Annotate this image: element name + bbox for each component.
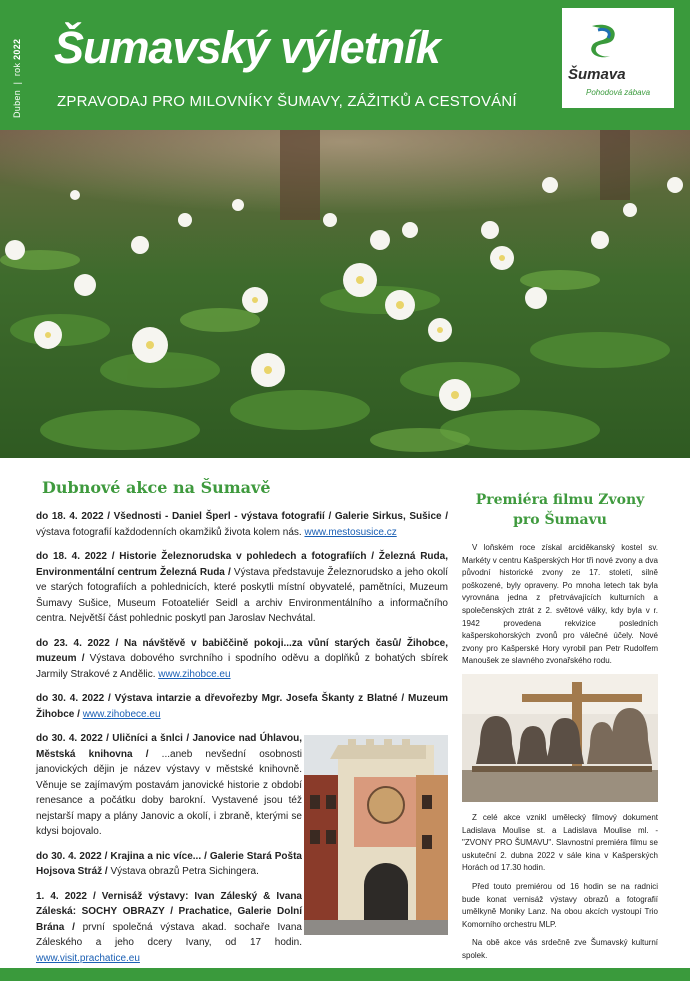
event-item [36, 731, 302, 840]
film-paragraph-1: V loňském roce získal arciděkanský kostel sv. Markéty v centru Kašperských Hor tři nové zvony a dva původní historické zvony ze 17. století, silně poškozené, byly opraveny. Po mnoha letech tak byla vyrovnána jedna z přetrvávajících kulturních a společenských ztrát z 2. světové války, kdy byla v r. 1942 provedena rekvizice posledních kašperskohorských zvonů pro válečné účely. Nové zvony pro Kašperské Hory vyrobil pan Petr Rudolfem Manoušek ze slavného zvonařského rodu. [462, 543, 658, 666]
event-description: Výstava představuje Železnorudsko a jeho okolí ve starých fotografiích a pohlednicích, které poskytli místní obyvatelé, pamětníci, Muzeum Šumavy Sušice, Museum Fotoateliér Seidl a archiv Environmentálního a informačního centra. Největší část pohlednic poskytl pan Jaroslav Nechvátal. [36, 566, 449, 624]
event-title: do 30. 4. 2022 / Krajina a nic více... / Galerie Stará Pošta Hojsova Stráž / [36, 850, 302, 877]
heading-line-1: Premiéra filmu Zvony [475, 492, 645, 508]
janovice-tower-photo [304, 735, 448, 935]
event-link[interactable]: www.visit.prachatice.eu [36, 952, 140, 964]
logo-tagline: Pohodová zábava [586, 88, 651, 97]
newsletter-title: Šumavský výletník [54, 22, 440, 73]
event-link[interactable]: www.mestosusice.cz [304, 526, 397, 538]
event-item [36, 849, 302, 880]
sumava-logo-icon [584, 20, 624, 60]
event-item [36, 636, 448, 683]
event-title: do 18. 4. 2022 / Historie Železnorudska v pohledech a fotografiích / Železná Ruda, Environmentální centrum Železná Ruda / [36, 551, 448, 578]
event-description: Výstava dobového svrchního i spodního oděvu a doplňků z bohatých sbírek Jarmily Strakové z Andělic. [36, 653, 448, 680]
sumava-logo [562, 8, 674, 108]
issue-year: 2022 [12, 38, 22, 60]
film-paragraph-2: Z celé akce vznikl umělecký filmový dokument Ladislava Moulise st. a Ladislava Moulise ml. - "ZVONY PRO ŠUMAVU". Slavnostní premiéra filmu se uskuteční 2. dubna 2022 v sále kina v Kašperských Horách od 17.30 hodin. [462, 812, 658, 873]
event-title: do 18. 4. 2022 / Všednosti - Daniel Šperl - výstava fotografií / Galerie Sirkus, Sušice / [36, 511, 448, 522]
event-link[interactable]: www.zihobce.eu [158, 668, 231, 680]
film-paragraph-4: Na obě akce vás srdečně zve Šumavský kulturní spolek. [462, 938, 658, 960]
event-item [36, 691, 448, 722]
town-gate-image [304, 735, 448, 935]
event-description: první společná výstava akad. sochaře Ivana Záleského a jeho dcery Ivany, od 17 hodin. [36, 921, 302, 948]
anemone-meadow-image [0, 130, 690, 458]
event-description: výstava fotografií každodenních okamžiků života kolem nás. [36, 526, 305, 538]
issue-month: Duben [12, 89, 22, 118]
event-item [36, 509, 448, 540]
film-premiere-heading [462, 490, 658, 530]
masthead [0, 0, 690, 130]
hero-photo-anemones [0, 130, 690, 458]
bells-photo [462, 674, 658, 802]
issue-year-label: rok [12, 62, 22, 77]
events-heading: Dubnové akce na Šumavě [42, 478, 271, 497]
event-title: do 30. 4. 2022 / Výstava intarzie a dřevořezby Mgr. Josefa Škanty z Blatné / Muzeum Žihobce / [36, 693, 448, 720]
event-link[interactable]: www.zihobece.eu [82, 708, 161, 720]
event-title: do 30. 4. 2022 / Uličníci a šnlci / Janovice nad Úhlavou, Městská knihovna / [36, 733, 302, 760]
church-bells-image [462, 674, 658, 802]
event-title: 1. 4. 2022 / Vernisáž výstavy: Ivan Záleský & Ivana Záleská: SOCHY OBRAZY / Prachatice, Galerie Dolní Brána / [36, 890, 302, 933]
event-title: do 23. 4. 2022 / Na návštěvě v babiččině pokoji...za vůní starých časů/ Žihobce, muzeum / [36, 637, 448, 664]
newsletter-subtitle: ZPRAVODAJ PRO MILOVNÍKY ŠUMAVY, ZÁŽITKŮ A CESTOVÁNÍ [57, 93, 517, 110]
event-description: ...aneb nevšední osobnosti janovických dějin je název výstavy v městské knihovně. Věnuje se zajímavým postavám janovické historie z období renesance a počátku doby barokní. Vystavené jsou též nejstarší mapy a plány Janovic a okolí, i zbraně, kterými se kdysi bojovalo. [36, 748, 303, 837]
footer-bar [0, 968, 690, 981]
film-premiere-column [462, 478, 658, 968]
issue-date: Duben | rok 2022 [12, 38, 22, 118]
event-item [36, 889, 302, 967]
heading-line-2: pro Šumavu [513, 512, 607, 528]
logo-name: Šumava [568, 66, 626, 83]
film-paragraph-3: Před touto premiérou od 16 hodin se na radnici bude konat vernisáž výstavy obrazů a fotografií umělkyně Moniky Lanz. Na obou akcích vystoupí Trio Komorního orchestru MLP. [462, 881, 658, 929]
event-description: Výstava obrazů Petra Sichingera. [107, 866, 259, 877]
event-item [36, 549, 448, 627]
